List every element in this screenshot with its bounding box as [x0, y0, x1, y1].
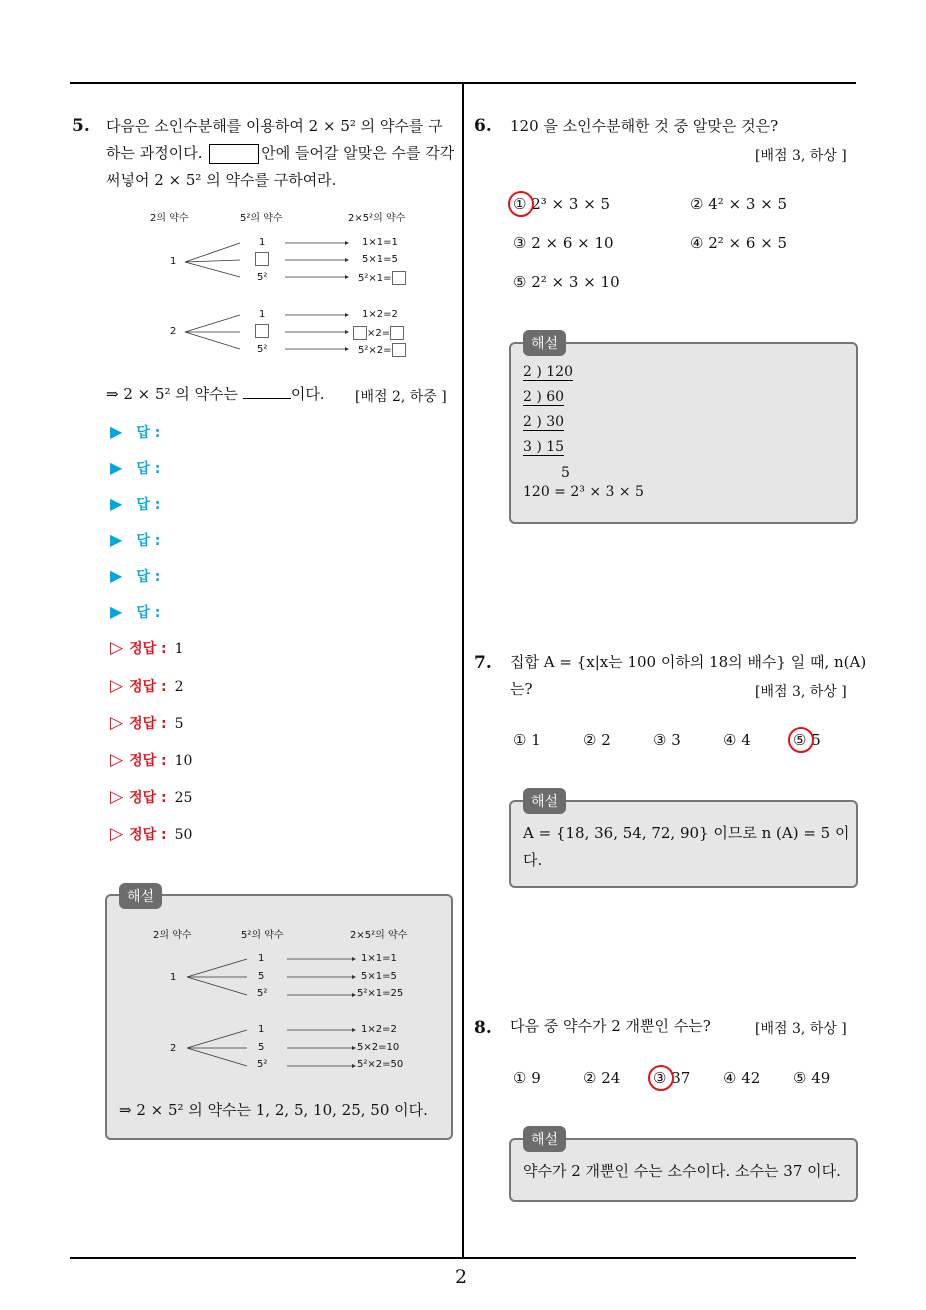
answer-blank	[243, 384, 291, 399]
q6-explain-result: 120 = 2³ × 3 × 5	[523, 484, 644, 500]
q6-option-4[interactable]: ④ 2² × 6 × 5	[690, 234, 788, 252]
triangle-icon: ▶	[110, 602, 123, 621]
q8-option-2[interactable]: ② 24	[583, 1069, 621, 1087]
tree-root-2: 2	[170, 326, 177, 337]
tree-q1: 1×2=2	[362, 309, 398, 320]
q7-explanation-tag: 해설	[523, 788, 566, 814]
q7-option-3[interactable]: ③ 3	[653, 731, 681, 749]
question-5-result: ⇒ 2 × 5² 의 약수는 이다.	[106, 385, 325, 403]
correct-answer-row: ▷ 정답 : 1	[110, 638, 184, 658]
question-7-line1: 집합 A = {x|x는 100 이하의 18의 배수} 일 때, n(A)	[510, 653, 867, 671]
q8-explain-text: 약수가 2 개뿐인 수는 소수이다. 소수는 37 이다.	[523, 1162, 841, 1180]
q6-option-2[interactable]: ② 4² × 3 × 5	[690, 195, 788, 213]
question-5-line3: 써넣어 2 × 5² 의 약수를 구하여라.	[106, 171, 337, 189]
division-row: 3 ) 15	[523, 439, 565, 455]
q8-option-3[interactable]: ③ 37	[653, 1069, 691, 1087]
triangle-icon: ▶	[110, 494, 123, 513]
question-8-text: 다음 중 약수가 2 개뿐인 수는?	[510, 1017, 711, 1035]
answer-row: ▶ 답 :	[110, 422, 161, 441]
question-8-score: [배점 3, 하상 ]	[755, 1021, 847, 1037]
division-row: 2 ) 60	[523, 389, 565, 405]
explain-a1: 1	[258, 953, 265, 964]
q6-explanation-tag: 해설	[523, 330, 566, 356]
explain-header-1: 2의 약수	[153, 930, 192, 941]
triangle-icon: ▶	[110, 422, 123, 441]
question-6-score: [배점 3, 하상 ]	[755, 148, 847, 164]
explain-root-1: 1	[170, 972, 177, 983]
tree-b3: 5²	[257, 344, 268, 355]
question-7-number: 7.	[474, 653, 492, 673]
selected-answer-circle-icon	[648, 1065, 674, 1091]
selected-answer-circle-icon	[788, 727, 814, 753]
outline-triangle-icon: ▷	[110, 750, 124, 770]
outline-triangle-icon: ▷	[110, 713, 124, 733]
explain-b2: 5	[258, 1042, 265, 1053]
q8-option-4[interactable]: ④ 42	[723, 1069, 761, 1087]
selected-answer-circle-icon	[508, 191, 534, 217]
tree-a2-blank	[255, 252, 269, 266]
q7-explain-line1: A = {18, 36, 54, 72, 90} 이므로 n (A) = 5 이	[523, 824, 850, 842]
q6-option-5[interactable]: ⑤ 2² × 3 × 10	[513, 273, 620, 291]
answer-row: ▶ 답 :	[110, 494, 161, 513]
tree-q3: 5²×2=	[358, 343, 406, 357]
tree-b1: 1	[259, 309, 266, 320]
q5-explanation-panel	[105, 894, 453, 1140]
q6-option-1[interactable]: ① 2³ × 3 × 5	[513, 195, 611, 213]
explain-q1: 1×2=2	[361, 1024, 397, 1035]
question-6-text: 120 을 소인수분해한 것 중 알맞은 것은?	[510, 117, 779, 135]
q7-explain-line2: 다.	[523, 851, 543, 869]
q8-option-1[interactable]: ① 9	[513, 1069, 541, 1087]
explain-a2: 5	[258, 971, 265, 982]
tree-q2: ×2=	[353, 326, 404, 340]
tree-p3: 5²×1=	[358, 271, 406, 285]
question-5-number: 5.	[72, 116, 90, 136]
explain-result: ⇒ 2 × 5² 의 약수는 1, 2, 5, 10, 25, 50 이다.	[119, 1101, 428, 1119]
blank-square-icon	[392, 271, 406, 285]
explain-p1: 1×1=1	[361, 953, 397, 964]
correct-answer-row: ▷ 정답 : 2	[110, 676, 184, 696]
correct-answer-row: ▷ 정답 : 10	[110, 750, 193, 770]
question-5-line1: 다음은 소인수분해를 이용하여 2 × 5² 의 약수를 구	[106, 117, 443, 135]
blank-box-icon	[209, 144, 259, 164]
triangle-icon: ▶	[110, 566, 123, 585]
correct-answer-row: ▷ 정답 : 50	[110, 824, 193, 844]
q8-option-5[interactable]: ⑤ 49	[793, 1069, 831, 1087]
q6-explanation-panel	[509, 342, 858, 524]
explain-a3: 5²	[257, 988, 268, 999]
blank-square-icon	[255, 324, 269, 338]
column-divider	[462, 82, 464, 1259]
explain-header-3: 2×5²의 약수	[350, 930, 408, 941]
blank-square-icon	[392, 343, 406, 357]
blank-square-icon	[353, 326, 367, 340]
division-row: 2 ) 30	[523, 414, 565, 430]
tree-a3: 5²	[257, 272, 268, 283]
tree-header-3: 2×5²의 약수	[348, 213, 406, 224]
explain-p2: 5×1=5	[361, 971, 397, 982]
outline-triangle-icon: ▷	[110, 824, 124, 844]
q8-explanation-tag: 해설	[523, 1126, 566, 1152]
q7-option-4[interactable]: ④ 4	[723, 731, 751, 749]
tree-root-1: 1	[170, 256, 177, 267]
question-7-line2: 는?	[510, 680, 533, 698]
outline-triangle-icon: ▷	[110, 638, 124, 658]
question-6-number: 6.	[474, 116, 492, 136]
answer-row: ▶ 답 :	[110, 530, 161, 549]
explain-q2: 5×2=10	[357, 1042, 400, 1053]
q5-explanation-tag: 해설	[119, 883, 162, 909]
tree-p2: 5×1=5	[362, 254, 398, 265]
q6-option-3[interactable]: ③ 2 × 6 × 10	[513, 234, 614, 252]
blank-square-icon	[390, 326, 404, 340]
triangle-icon: ▶	[110, 458, 123, 477]
correct-answer-row: ▷ 정답 : 25	[110, 787, 193, 807]
explain-q3: 5²×2=50	[357, 1059, 404, 1070]
answer-row: ▶ 답 :	[110, 458, 161, 477]
division-row: 2 ) 120	[523, 364, 573, 380]
question-5-score: [배점 2, 하중 ]	[355, 389, 447, 405]
blank-square-icon	[255, 252, 269, 266]
question-5-text	[106, 113, 456, 194]
tree-a1: 1	[259, 237, 266, 248]
q5-tree-diagram	[140, 205, 440, 365]
outline-triangle-icon: ▷	[110, 787, 124, 807]
outline-triangle-icon: ▷	[110, 676, 124, 696]
page-number: 2	[455, 1266, 468, 1288]
q7-option-2[interactable]: ② 2	[583, 731, 611, 749]
q7-option-5[interactable]: ⑤ 5	[793, 731, 821, 749]
tree-b2-blank	[255, 324, 269, 338]
tree-lines	[140, 205, 440, 365]
q7-option-1[interactable]: ① 1	[513, 731, 541, 749]
explain-root-2: 2	[170, 1043, 177, 1054]
division-remainder: 5	[561, 465, 570, 481]
explain-b1: 1	[258, 1024, 265, 1035]
explain-header-2: 5²의 약수	[241, 930, 284, 941]
explain-p3: 5²×1=25	[357, 988, 404, 999]
tree-header-1: 2의 약수	[150, 213, 189, 224]
explain-b3: 5²	[257, 1059, 268, 1070]
tree-header-2: 5²의 약수	[240, 213, 283, 224]
question-7-score: [배점 3, 하상 ]	[755, 684, 847, 700]
tree-p1: 1×1=1	[362, 237, 398, 248]
question-5-line2: 하는 과정이다. 안에 들어갈 알맞은 수를 각각	[106, 144, 455, 162]
question-8-number: 8.	[474, 1018, 492, 1038]
answer-row: ▶ 답 :	[110, 566, 161, 585]
correct-answer-row: ▷ 정답 : 5	[110, 713, 184, 733]
answer-row: ▶ 답 :	[110, 602, 161, 621]
triangle-icon: ▶	[110, 530, 123, 549]
